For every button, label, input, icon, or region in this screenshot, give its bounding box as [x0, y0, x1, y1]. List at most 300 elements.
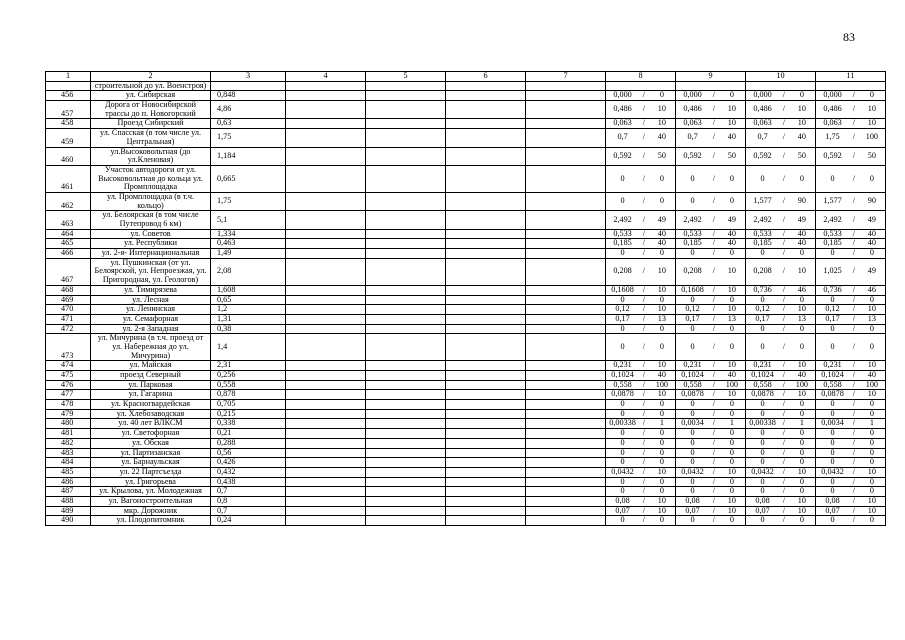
- value-percent: 0: [799, 477, 804, 486]
- value-percent: 10: [657, 506, 666, 515]
- table-row: [46, 314, 886, 324]
- empty-cell: [366, 467, 446, 477]
- table-row: [46, 129, 886, 147]
- value-amount: 0,12: [825, 304, 840, 314]
- empty-cell: [286, 101, 366, 119]
- empty-cell: [446, 91, 526, 101]
- value-cell: [816, 448, 886, 458]
- value-cell: [606, 147, 676, 165]
- value-separator: /: [712, 266, 716, 276]
- value-cell: [816, 147, 886, 165]
- street-name: ул. Обская: [91, 438, 211, 448]
- value-cell: [746, 334, 816, 361]
- empty-cell: [366, 249, 446, 259]
- empty-cell: [446, 371, 526, 381]
- value-percent: 40: [657, 229, 666, 238]
- value-percent: 0: [869, 295, 874, 304]
- value-separator: /: [852, 515, 856, 525]
- value-cell: [816, 516, 886, 526]
- table-row: [46, 211, 886, 229]
- row-number: 487: [46, 487, 91, 497]
- value-cell: [676, 487, 746, 497]
- value-separator: /: [852, 360, 856, 370]
- empty-cell: [366, 419, 446, 429]
- empty-cell: [446, 81, 526, 91]
- value-percent: 0: [869, 477, 874, 486]
- header-cell: 6: [446, 72, 526, 82]
- empty-cell: [446, 380, 526, 390]
- value-percent: 0: [869, 428, 874, 438]
- length-value: 0,438: [211, 477, 286, 487]
- street-name: ул. 40 лет ВЛКСМ: [91, 419, 211, 429]
- value-amount: 0,0878: [611, 389, 634, 399]
- empty-cell: [366, 361, 446, 371]
- value-amount: 0: [760, 515, 765, 525]
- value-amount: 0: [620, 409, 625, 418]
- value-percent: 10: [727, 506, 736, 515]
- value-cell: [676, 438, 746, 448]
- table-row: [46, 165, 886, 192]
- table-row: [46, 305, 886, 315]
- value-cell: [816, 165, 886, 192]
- value-separator: /: [712, 457, 716, 467]
- table-row: [46, 371, 886, 381]
- street-name: ул. 2-я Западная: [91, 324, 211, 334]
- empty-cell: [446, 101, 526, 119]
- value-amount: 0,1024: [611, 370, 634, 379]
- header-cell: 11: [816, 72, 886, 82]
- value-amount: 0,1024: [821, 370, 844, 379]
- value-percent: 0: [659, 448, 664, 457]
- empty-cell: [286, 258, 366, 285]
- value-separator: /: [712, 486, 716, 496]
- value-separator: /: [782, 196, 786, 206]
- length-value: 0,38: [211, 324, 286, 334]
- value-amount: 0: [620, 428, 625, 438]
- value-percent: 100: [865, 380, 879, 389]
- row-number: 459: [46, 129, 91, 147]
- empty-cell: [366, 239, 446, 249]
- value-percent: 1: [729, 418, 734, 428]
- table-header-row: [46, 72, 886, 82]
- empty-cell: [366, 101, 446, 119]
- value-cell: [606, 229, 676, 239]
- value-amount: 0: [760, 248, 765, 258]
- empty-cell: [286, 285, 366, 295]
- value-separator: /: [782, 324, 786, 333]
- value-separator: /: [852, 238, 856, 248]
- value-amount: 0,08: [615, 496, 630, 505]
- value-amount: 2,492: [823, 214, 842, 224]
- value-separator: /: [852, 324, 856, 333]
- empty-cell: [446, 487, 526, 497]
- value-separator: /: [712, 399, 716, 409]
- value-amount: 0: [760, 428, 765, 438]
- value-percent: 0: [659, 341, 664, 351]
- value-separator: /: [852, 448, 856, 457]
- value-separator: /: [712, 295, 716, 304]
- value-separator: /: [642, 304, 646, 314]
- length-value: 4,86: [211, 101, 286, 119]
- value-percent: 49: [797, 214, 806, 224]
- value-amount: 0: [620, 486, 625, 496]
- length-value: 1,49: [211, 249, 286, 259]
- value-percent: 10: [797, 304, 806, 314]
- value-amount: 0,7: [757, 132, 768, 142]
- value-cell: [746, 314, 816, 324]
- value-cell: [746, 516, 816, 526]
- row-number: 479: [46, 409, 91, 419]
- value-separator: /: [642, 314, 646, 323]
- value-amount: 0: [760, 486, 765, 496]
- value-cell: [816, 129, 886, 147]
- value-separator: /: [782, 266, 786, 276]
- value-amount: 0,000: [613, 90, 632, 100]
- value-amount: 0: [830, 448, 835, 457]
- value-percent: 10: [867, 389, 876, 399]
- value-percent: 0: [729, 248, 734, 258]
- length-value: 0,432: [211, 467, 286, 477]
- value-separator: /: [642, 295, 646, 304]
- value-percent: 0: [799, 90, 804, 100]
- value-cell: [816, 324, 886, 334]
- empty-cell: [366, 438, 446, 448]
- value-percent: 50: [657, 150, 666, 160]
- value-amount: 0,1608: [681, 285, 704, 294]
- value-amount: 0,17: [615, 314, 630, 323]
- value-separator: /: [782, 304, 786, 314]
- value-amount: 0,592: [753, 150, 772, 160]
- value-cell: [746, 211, 816, 229]
- value-separator: /: [642, 341, 646, 351]
- length-value: 1,75: [211, 129, 286, 147]
- value-amount: 0,185: [613, 238, 632, 248]
- value-percent: 100: [865, 132, 879, 142]
- empty-cell: [446, 477, 526, 487]
- value-separator: /: [852, 370, 856, 379]
- row-number: 475: [46, 371, 91, 381]
- value-percent: 10: [657, 304, 666, 314]
- value-cell: [606, 409, 676, 419]
- value-percent: 40: [727, 238, 736, 248]
- value-cell: [606, 258, 676, 285]
- value-cell: [676, 380, 746, 390]
- value-percent: 0: [799, 486, 804, 496]
- value-separator: /: [782, 438, 786, 447]
- value-amount: 0: [830, 428, 835, 438]
- value-separator: /: [852, 229, 856, 238]
- empty-cell: [526, 119, 606, 129]
- value-amount: 0,231: [683, 360, 702, 370]
- empty-cell: [366, 81, 446, 91]
- length-value: 2,31: [211, 361, 286, 371]
- empty-cell: [446, 229, 526, 239]
- value-cell: [676, 448, 746, 458]
- empty-cell: [526, 429, 606, 439]
- value-cell: [676, 419, 746, 429]
- empty-cell: [286, 390, 366, 400]
- empty-cell: [366, 487, 446, 497]
- value-percent: 10: [867, 467, 876, 476]
- value-cell: [746, 81, 816, 91]
- value-separator: /: [782, 389, 786, 399]
- value-cell: [746, 295, 816, 305]
- value-cell: [816, 91, 886, 101]
- value-separator: /: [712, 214, 716, 224]
- length-value: 1,2: [211, 305, 286, 315]
- table-row: [46, 249, 886, 259]
- value-separator: /: [712, 380, 716, 389]
- value-separator: /: [782, 341, 786, 351]
- table-row: [46, 448, 886, 458]
- table-row: [46, 101, 886, 119]
- header-cell: 8: [606, 72, 676, 82]
- value-percent: 50: [867, 150, 876, 160]
- value-percent: 40: [657, 132, 666, 142]
- value-separator: /: [782, 506, 786, 515]
- value-separator: /: [642, 229, 646, 238]
- empty-cell: [446, 361, 526, 371]
- value-separator: /: [852, 409, 856, 418]
- empty-cell: [286, 211, 366, 229]
- table-row: [46, 458, 886, 468]
- value-separator: /: [712, 285, 716, 294]
- value-separator: /: [642, 438, 646, 447]
- row-number: 463: [46, 211, 91, 229]
- value-amount: 2,492: [613, 214, 632, 224]
- value-cell: [816, 438, 886, 448]
- length-value: 0,288: [211, 438, 286, 448]
- row-number: 460: [46, 147, 91, 165]
- value-separator: /: [852, 506, 856, 515]
- value-separator: /: [782, 399, 786, 409]
- value-separator: /: [852, 399, 856, 409]
- header-cell: 9: [676, 72, 746, 82]
- value-amount: 0: [690, 324, 695, 333]
- empty-cell: [286, 477, 366, 487]
- length-value: 0,705: [211, 400, 286, 410]
- value-percent: 13: [657, 314, 666, 323]
- value-separator: /: [642, 428, 646, 438]
- value-amount: 0,0034: [681, 418, 704, 428]
- value-separator: /: [642, 506, 646, 515]
- value-cell: [606, 81, 676, 91]
- value-percent: 0: [659, 477, 664, 486]
- value-cell: [816, 458, 886, 468]
- value-cell: [816, 81, 886, 91]
- value-cell: [606, 438, 676, 448]
- empty-cell: [286, 165, 366, 192]
- value-percent: 0: [729, 324, 734, 333]
- street-name: ул. Ленинская: [91, 305, 211, 315]
- value-cell: [676, 249, 746, 259]
- value-amount: 0: [760, 341, 765, 351]
- value-cell: [606, 91, 676, 101]
- street-name: ул. Партизанская: [91, 448, 211, 458]
- value-cell: [816, 429, 886, 439]
- street-name: ул. Майская: [91, 361, 211, 371]
- value-separator: /: [712, 515, 716, 525]
- value-separator: /: [852, 266, 856, 276]
- empty-cell: [286, 458, 366, 468]
- value-percent: 0: [729, 399, 734, 409]
- value-amount: 0,558: [823, 380, 842, 389]
- value-amount: 0,07: [755, 506, 770, 515]
- length-value: 1,184: [211, 147, 286, 165]
- empty-cell: [446, 305, 526, 315]
- row-number: 470: [46, 305, 91, 315]
- length-value: 0,21: [211, 429, 286, 439]
- empty-cell: [286, 438, 366, 448]
- empty-cell: [446, 409, 526, 419]
- value-cell: [816, 390, 886, 400]
- value-amount: 0: [620, 196, 625, 206]
- value-cell: [676, 371, 746, 381]
- value-cell: [676, 211, 746, 229]
- empty-cell: [526, 371, 606, 381]
- value-amount: 0,00338: [749, 418, 776, 428]
- value-amount: 0: [690, 341, 695, 351]
- value-separator: /: [642, 457, 646, 467]
- value-amount: 0,533: [613, 229, 632, 238]
- row-number: 458: [46, 119, 91, 129]
- empty-cell: [526, 295, 606, 305]
- value-amount: 0,185: [753, 238, 772, 248]
- value-separator: /: [782, 150, 786, 160]
- value-amount: 0,486: [613, 104, 632, 114]
- value-cell: [606, 487, 676, 497]
- value-amount: 0,063: [683, 118, 702, 128]
- value-percent: 0: [799, 248, 804, 258]
- row-number: 468: [46, 285, 91, 295]
- value-cell: [746, 429, 816, 439]
- street-name: ул. Лесная: [91, 295, 211, 305]
- value-cell: [676, 192, 746, 210]
- value-separator: /: [712, 118, 716, 128]
- value-separator: /: [712, 506, 716, 515]
- empty-cell: [446, 211, 526, 229]
- value-percent: 0: [729, 448, 734, 457]
- value-percent: 0: [869, 324, 874, 333]
- row-number: 484: [46, 458, 91, 468]
- empty-cell: [526, 400, 606, 410]
- value-percent: 0: [799, 428, 804, 438]
- value-percent: 10: [867, 360, 876, 370]
- empty-cell: [526, 487, 606, 497]
- table-row: [46, 192, 886, 210]
- street-name: ул. Тимирязева: [91, 285, 211, 295]
- value-percent: 0: [729, 173, 734, 183]
- value-amount: 0,592: [683, 150, 702, 160]
- value-amount: 0,592: [823, 150, 842, 160]
- value-percent: 10: [727, 496, 736, 505]
- header-cell: 10: [746, 72, 816, 82]
- value-cell: [816, 285, 886, 295]
- value-separator: /: [852, 214, 856, 224]
- value-separator: /: [712, 324, 716, 333]
- street-name: ул. Парковая: [91, 380, 211, 390]
- value-percent: 10: [727, 104, 736, 114]
- value-cell: [746, 506, 816, 516]
- empty-cell: [446, 516, 526, 526]
- street-name: ул. Григорьева: [91, 477, 211, 487]
- value-percent: 49: [867, 266, 876, 276]
- value-cell: [606, 165, 676, 192]
- table-row: [46, 487, 886, 497]
- empty-cell: [286, 91, 366, 101]
- value-percent: 10: [867, 104, 876, 114]
- value-percent: 40: [657, 370, 666, 379]
- value-amount: 0: [830, 409, 835, 418]
- value-separator: /: [852, 132, 856, 142]
- value-cell: [676, 314, 746, 324]
- value-amount: 0: [830, 457, 835, 467]
- value-cell: [746, 249, 816, 259]
- value-amount: 0: [760, 409, 765, 418]
- length-value: 1,608: [211, 285, 286, 295]
- table-row: [46, 324, 886, 334]
- table-row: [46, 229, 886, 239]
- street-name: ул. Спасская (в том числе ул. Центральная): [91, 129, 211, 147]
- street-name: ул. Вагоностроительная: [91, 496, 211, 506]
- header-cell: 7: [526, 72, 606, 82]
- empty-cell: [526, 229, 606, 239]
- row-number: 483: [46, 448, 91, 458]
- table-row: [46, 506, 886, 516]
- value-cell: [746, 487, 816, 497]
- value-separator: /: [852, 90, 856, 100]
- header-cell: 3: [211, 72, 286, 82]
- table-row: [46, 438, 886, 448]
- value-separator: /: [712, 314, 716, 323]
- value-separator: /: [852, 457, 856, 467]
- value-cell: [746, 324, 816, 334]
- empty-cell: [446, 129, 526, 147]
- value-cell: [606, 101, 676, 119]
- empty-cell: [526, 380, 606, 390]
- value-percent: 40: [867, 370, 876, 379]
- value-amount: 0,208: [613, 266, 632, 276]
- value-amount: 0: [690, 477, 695, 486]
- value-separator: /: [782, 448, 786, 457]
- value-cell: [676, 129, 746, 147]
- street-name: ул. Гагарина: [91, 390, 211, 400]
- value-separator: /: [712, 409, 716, 418]
- value-separator: /: [782, 132, 786, 142]
- value-percent: 10: [797, 467, 806, 476]
- value-percent: 0: [799, 448, 804, 457]
- empty-cell: [526, 419, 606, 429]
- value-percent: 10: [797, 360, 806, 370]
- street-name: ул. Мичурина (в т.ч. проезд от ул. Набережная до ул. Мичурина): [91, 334, 211, 361]
- value-cell: [746, 239, 816, 249]
- value-percent: 0: [659, 248, 664, 258]
- value-amount: 0,533: [753, 229, 772, 238]
- value-cell: [606, 192, 676, 210]
- value-amount: 0,12: [615, 304, 630, 314]
- value-cell: [676, 506, 746, 516]
- length-value: 0,65: [211, 295, 286, 305]
- value-cell: [606, 516, 676, 526]
- value-separator: /: [782, 467, 786, 476]
- empty-cell: [526, 285, 606, 295]
- value-amount: 0,063: [753, 118, 772, 128]
- value-percent: 40: [727, 132, 736, 142]
- value-amount: 0: [830, 173, 835, 183]
- value-amount: 0,17: [685, 314, 700, 323]
- value-separator: /: [782, 118, 786, 128]
- value-amount: 0,0878: [751, 389, 774, 399]
